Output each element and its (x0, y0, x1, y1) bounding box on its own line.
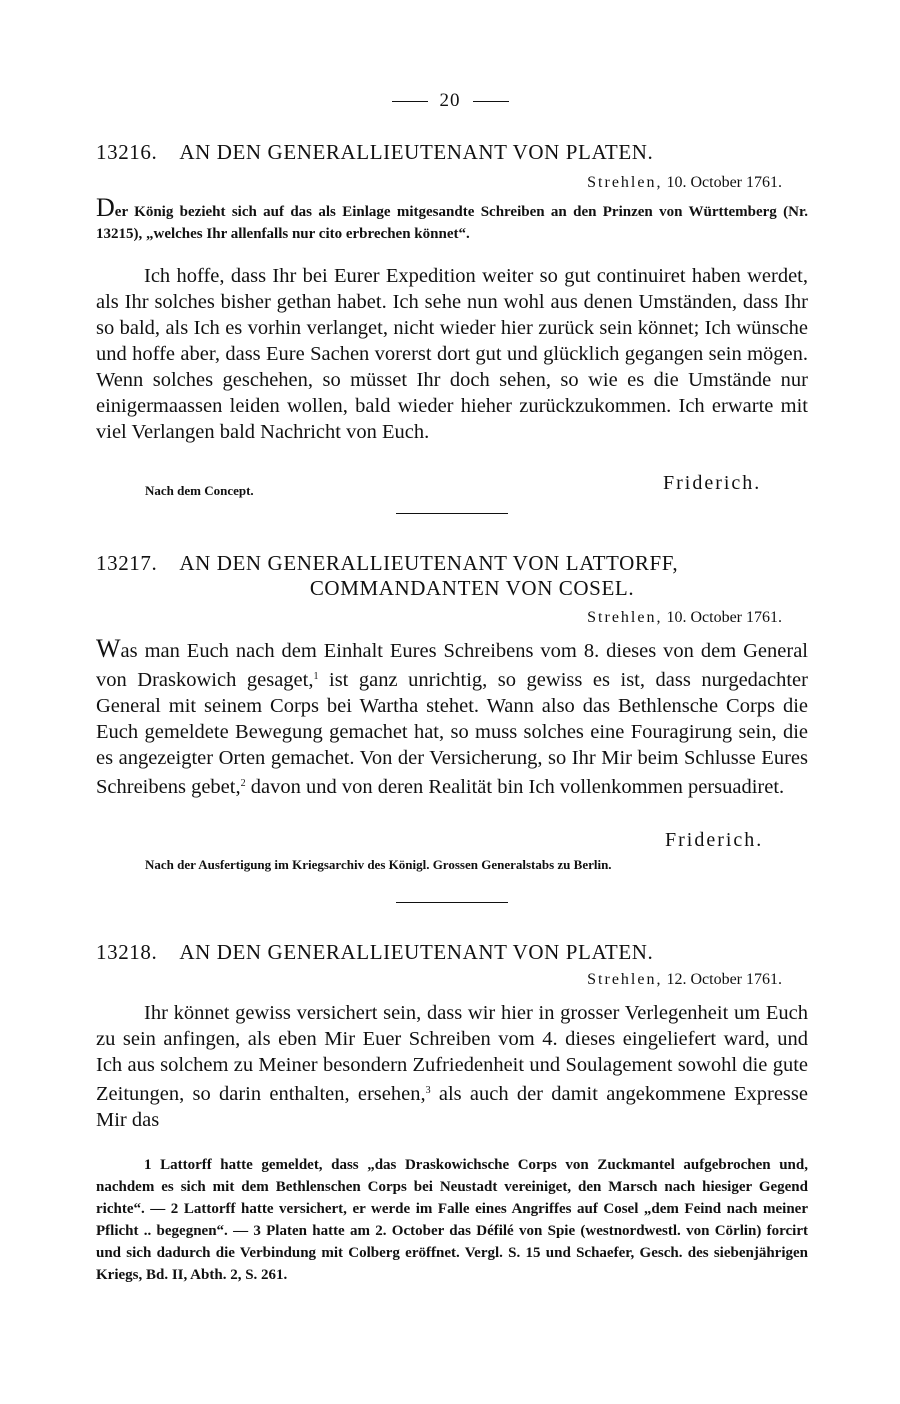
body-paragraph: Ihr könnet gewiss versichert sein, dass wir hier in grosser Verlegenheit um Euch zu sein anfingen, als eben Mir Euer Schreiben vom 4. dieses eingeliefert ward, und Ich aus solchem zu Meiner besondern Zufriedenheit und Soulagement sowohl die gute Zeitungen, so darin enthalten, ersehen,$^3$ als auch der damit angekommene Expresse Mir das (96, 1002, 808, 1131)
body-paragraph: Was man Euch nach dem Einhalt Eures Schreibens vom 8. dieses von dem General von Draskowich gesaget,$^1$ ist ganz unrichtig, so gewiss es ist, dass nurgedachter General mit seinem Corps bei Wartha stehet. Wann also das Bethlensche Corps die Euch gemeldete Bewegung gemachet hat, so muss solches eine Fouragirung sein, die es angezeigter Orten gemachet. Von der Versicherung, so Ihr Mir beim Schlusse Eures Schreibens gebet,$^2$ davon und von deren Realität bin Ich vollenkommen persuadiret. (96, 634, 808, 798)
entry-place-date: Strehlen, 10. October 1761. (587, 609, 782, 626)
signature: Friderich. (665, 829, 764, 851)
entry-title: AN DEN GENERALLIEUTENANT VON LATTORFF, (179, 551, 679, 575)
source-note: Nach dem Concept. (145, 483, 254, 498)
footnotes (96, 1154, 808, 1286)
entry-number: 13217. (96, 551, 158, 575)
entry-preface: Der König bezieht sich auf das als Einlage mitgesandte Schreiben an den Prinzen von Württemberg (Nr. 13215), „welches Ihr allenfalls nur cito erbrechen könnet“. (96, 193, 808, 242)
folio-dash-right (473, 101, 509, 102)
entry-title: AN DEN GENERALLIEUTENANT VON PLATEN. (179, 940, 654, 964)
entry-heading-13218 (96, 940, 808, 965)
footnote-marker: 1 (313, 671, 319, 682)
entry-heading-13217 (96, 551, 808, 601)
body-paragraph: Ich hoffe, dass Ihr bei Eurer Expedition weiter so gut continuiret haben werdet, als Ihr solches bisher gethan habet. Ich sehe nun wohl aus denen Umständen, dass Ihr so bald, als Ich es vorhin verlanget, nicht wieder hier zurück sein könnet; Ich wünsche und hoffe aber, dass Eure Sachen vorerst dort gut und glücklich gegangen sein mögen. Wenn solches geschehen, so müsset Ihr doch sehen, so wie es die Umstände nur einigermaassen leiden wollen, bald wieder hieher zurückzukommen. Ich erwarte mit viel Verlangen bald Nachricht von Euch. (96, 265, 808, 443)
entry-number: 13218. (96, 940, 158, 964)
page-number: 20 (0, 90, 900, 112)
signature: Friderich. (663, 472, 762, 494)
entry-body-13216 (96, 263, 808, 445)
entry-heading-13216 (96, 140, 808, 165)
folio-dash-left (392, 101, 428, 102)
footnote-marker: 3 (425, 1085, 431, 1096)
source-note: Nach der Ausfertigung im Kriegsarchiv des Königl. Grossen Generalstabs zu Berlin. (145, 857, 612, 872)
section-separator (396, 902, 508, 903)
entry-place-date: Strehlen, 12. October 1761. (587, 971, 782, 988)
entry-body-13218 (96, 1000, 808, 1133)
footnote-text: 1 Lattorff hatte gemeldet, dass „das Draskowichsche Corps von Zuckmantel aufgebrochen und, nachdem es sich mit dem Bethlenschen Corps bei Neustadt vereiniget, den Marsch nach hiesiger Gegend richte“. — 2 Lattorff hatte versichert, er werde im Falle eines Angriffes auf Cosel „dem Feind nach meiner Pflicht .. begegnen“. — 3 Platen hatte am 2. October das Défilé von Spie (westnordwestl. von Cörlin) forcirt und sich dadurch die Verbindung mit Colberg eröffnet. Vergl. S. 15 und Schaefer, Gesch. des siebenjährigen Kriegs, Bd. II, Abth. 2, S. 261. (96, 1157, 808, 1283)
footnote-marker: 2 (240, 778, 246, 789)
section-separator (396, 513, 508, 514)
entry-place-date: Strehlen, 10. October 1761. (587, 174, 782, 191)
entry-title: AN DEN GENERALLIEUTENANT VON PLATEN. (179, 140, 654, 164)
entry-subtitle: COMMANDANTEN VON COSEL. (309, 576, 635, 600)
entry-body-13217 (96, 636, 808, 800)
entry-number: 13216. (96, 140, 158, 164)
